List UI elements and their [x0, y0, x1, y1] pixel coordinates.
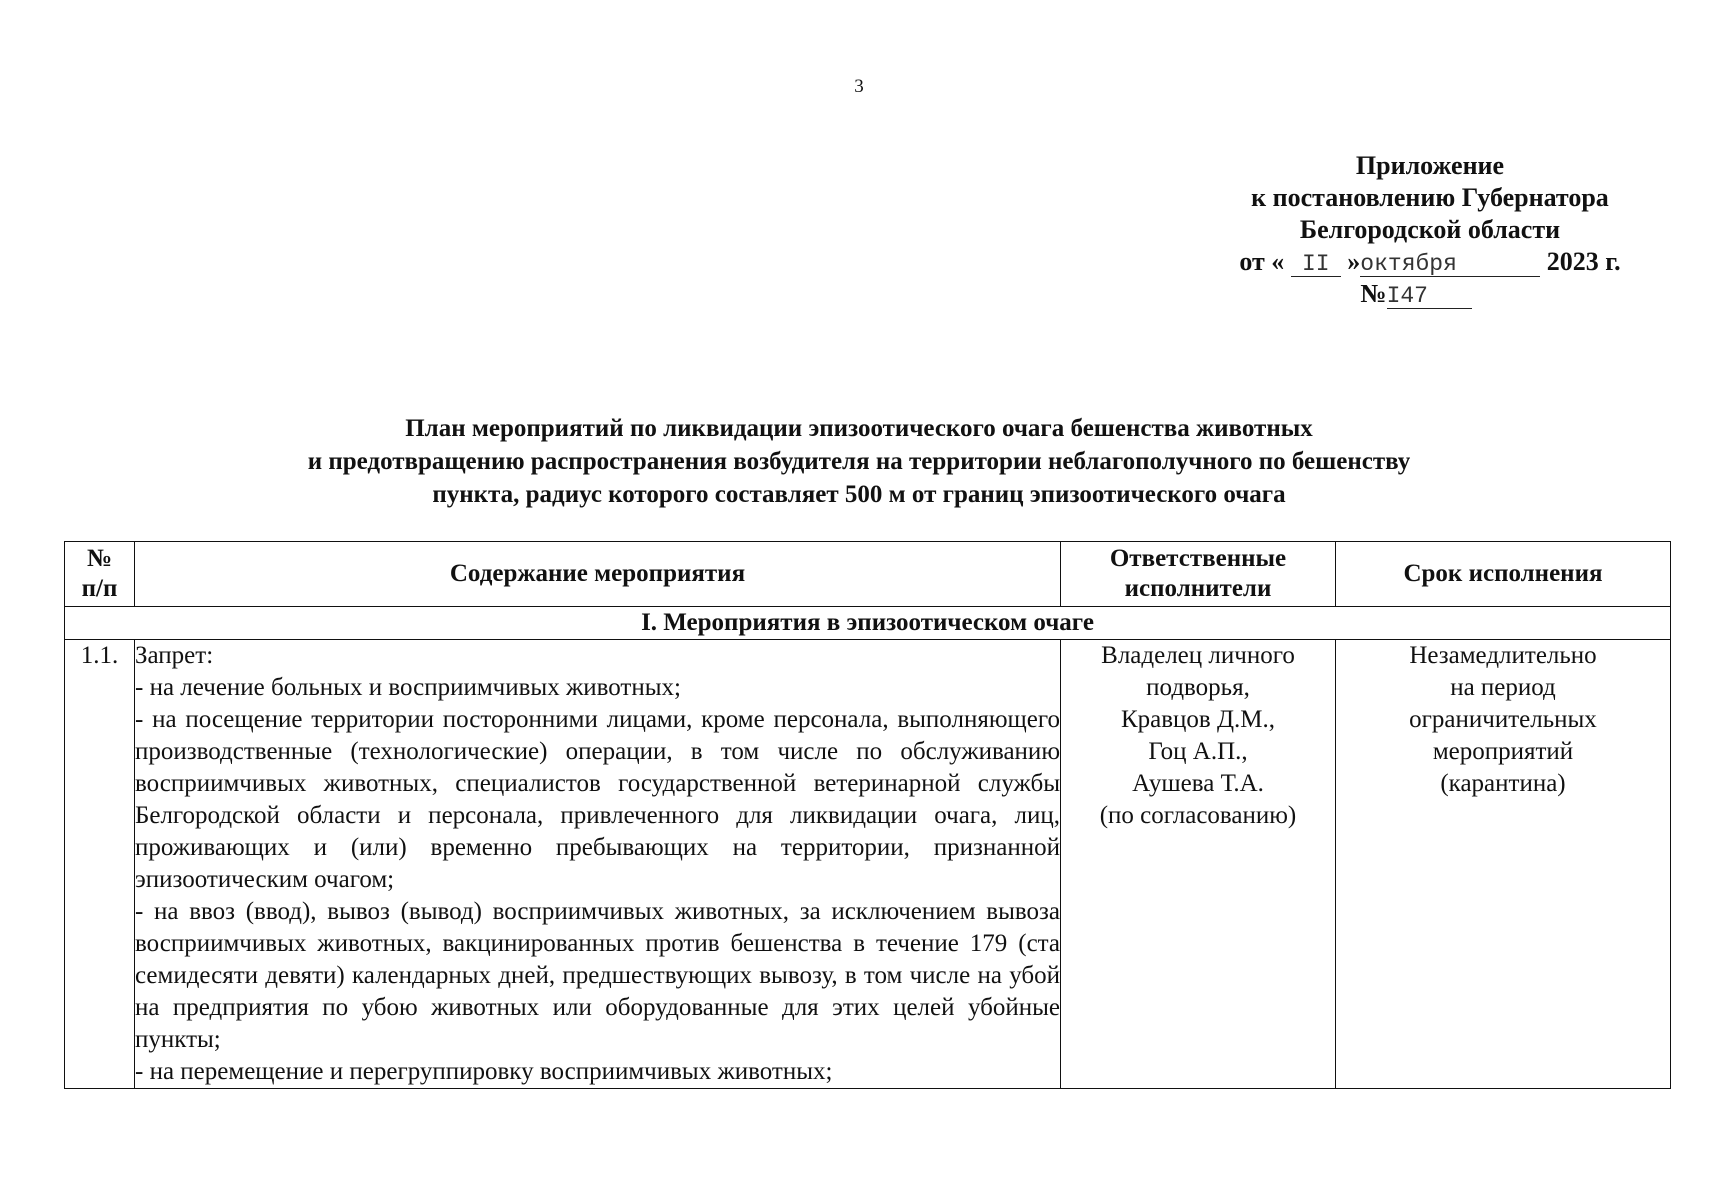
table-header-row: [65, 542, 1671, 607]
date-mid: »: [1347, 247, 1361, 276]
header-number-line: п/п: [81, 575, 118, 602]
responsible-line: Гоц А.П.,: [1148, 738, 1248, 765]
header-number-line: №: [86, 545, 113, 572]
appendix-line: Белгородской области: [1299, 215, 1561, 244]
header-responsible: [1061, 542, 1336, 607]
date-month: октября: [1360, 252, 1540, 277]
decree-number: I47: [1387, 284, 1472, 309]
title-line: План мероприятий по ликвидации эпизоотического очага бешенства животных: [405, 415, 1313, 442]
header-term: Срок исполнения: [1336, 542, 1671, 607]
appendix-number: [1180, 278, 1680, 310]
row-number: 1.1.: [65, 640, 135, 1089]
content-paragraph: - на посещение территории посторонними лицами, кроме персонала, выполняющего производственные (технологические) операции, в том числе по обслуживанию восприимчивых животных, специалистов государственной ветеринарной службы Белгородской области и персонала, привлеченного для ликвидации очага, лиц, проживающих и (или) временно пребывающих на территории, признанной эпизоотическим очагом;: [135, 706, 1060, 893]
header-content: Содержание мероприятия: [135, 542, 1061, 607]
table-row: [65, 640, 1671, 1089]
row-content: [135, 640, 1061, 1089]
content-paragraph: Запрет:: [135, 642, 214, 669]
term-line: мероприятий: [1432, 738, 1574, 765]
page-number: 3: [854, 76, 864, 97]
date-day: II: [1291, 252, 1341, 277]
section-row: [65, 607, 1671, 640]
responsible-line: Кравцов Д.М.,: [1120, 706, 1276, 733]
header-responsible-line: исполнители: [1124, 575, 1272, 602]
appendix-line: к постановлению Губернатора: [1251, 183, 1609, 212]
content-paragraph: - на перемещение и перегруппировку восприимчивых животных;: [135, 1058, 833, 1085]
content-paragraph: - на лечение больных и восприимчивых животных;: [135, 674, 681, 701]
row-responsible: [1061, 640, 1336, 1089]
term-line: Незамедлительно: [1409, 642, 1597, 669]
term-line: (карантина): [1440, 770, 1566, 797]
header-responsible-line: Ответственные: [1109, 545, 1287, 572]
date-year: 2023 г.: [1546, 247, 1621, 276]
appendix-date: [1180, 246, 1680, 278]
section-title: I. Мероприятия в эпизоотическом очаге: [65, 607, 1671, 640]
term-line: ограничительных: [1409, 706, 1597, 733]
responsible-line: Аушева Т.А.: [1132, 770, 1264, 797]
document-title: [150, 412, 1568, 511]
measures-table: [64, 541, 1671, 1089]
title-line: пункта, радиус которого составляет 500 м от границ эпизоотического очага: [432, 481, 1286, 508]
responsible-line: подворья,: [1146, 674, 1250, 701]
responsible-line: (по согласованию): [1099, 802, 1297, 829]
date-prefix: от «: [1239, 247, 1285, 276]
title-line: и предотвращению распространения возбудителя на территории неблагополучного по бешенству: [307, 448, 1411, 475]
responsible-line: Владелец личного: [1101, 642, 1295, 669]
term-line: на период: [1450, 674, 1556, 701]
appendix-title: Приложение: [1355, 151, 1505, 180]
number-prefix: №: [1360, 279, 1387, 308]
content-paragraph: - на ввоз (ввод), вывоз (вывод) восприимчивых животных, за исключением вывоза восприимчивых животных, вакцинированных против бешенства в течение 179 (ста семидесяти девяти) календарных дней, предшествующих вывозу, в том числе на убой на предприятия по убою животных или оборудованные для этих целей убойные пункты;: [135, 898, 1060, 1053]
header-number: [65, 542, 135, 607]
row-term: [1336, 640, 1671, 1089]
appendix-header: [1180, 150, 1680, 310]
